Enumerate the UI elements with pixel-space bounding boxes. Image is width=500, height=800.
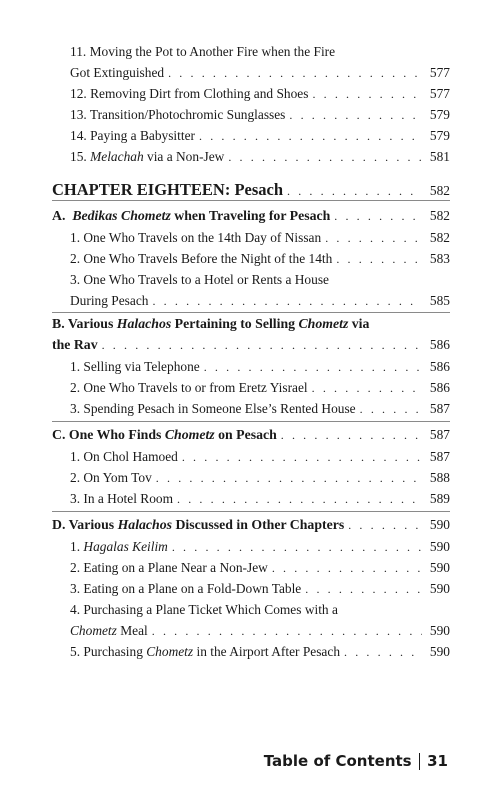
section-b-heading-line1: B. Various Halachos Pertaining to Selling Chometz via — [52, 316, 370, 331]
section-d-item-5[interactable]: 5. Purchasing Chometz in the Airport After Pesach . . . 590 — [70, 642, 450, 662]
dot-leader — [182, 447, 422, 467]
section-a-item-3-line1: 3. One Who Travels to a Hotel or Rents a House — [70, 272, 329, 287]
section-d-heading[interactable]: D. Various Halachos Discussed in Other Chapters . . . 590 — [52, 515, 450, 535]
page-number: 590 — [429, 581, 450, 596]
divider — [52, 312, 450, 313]
section-c-heading[interactable]: C. One Who Finds Chometz on Pesach . . . 587 — [52, 425, 450, 445]
page-number: 586 — [429, 337, 450, 352]
dot-leader — [348, 515, 422, 535]
page-number: 590 — [429, 644, 450, 659]
section-c-item-3[interactable]: 3. In a Hotel Room . . . 589 — [70, 489, 450, 509]
page-number: 587 — [429, 401, 450, 416]
dot-leader — [199, 126, 422, 146]
divider — [52, 200, 450, 201]
dot-leader — [272, 558, 422, 578]
dot-leader — [305, 579, 422, 599]
dot-leader — [344, 642, 422, 662]
page-number: 590 — [429, 623, 450, 638]
page-number: 590 — [429, 560, 450, 575]
section-b-item-3[interactable]: 3. Spending Pesach in Someone Else’s Rented House . . . 587 — [70, 399, 450, 419]
dot-leader — [102, 335, 422, 355]
toc-entry-13[interactable]: 13. Transition/Photochromic Sunglasses . . . 579 — [70, 105, 450, 125]
folio-page-number: 31 — [427, 752, 448, 770]
dot-leader — [336, 249, 422, 269]
divider — [52, 511, 450, 512]
page-number: 587 — [429, 427, 450, 442]
chapter-title: CHAPTER EIGHTEEN: Pesach — [52, 180, 284, 199]
toc-entry-12[interactable]: 12. Removing Dirt from Clothing and Shoes . . . 577 — [70, 84, 450, 104]
dot-leader — [289, 105, 422, 125]
section-d-item-1[interactable]: 1. Hagalas Keilim . . . 590 — [70, 537, 450, 557]
page-number: 590 — [429, 517, 450, 532]
dot-leader — [312, 84, 422, 104]
dot-leader — [312, 378, 422, 398]
page-number: 581 — [429, 149, 450, 164]
dot-leader — [204, 357, 422, 377]
toc-entry-11-line2: Got Extinguished — [70, 65, 165, 80]
section-d-item-3[interactable]: 3. Eating on a Plane on a Fold-Down Table . . . 590 — [70, 579, 450, 599]
page-number: 582 — [429, 208, 450, 223]
section-d-item-2[interactable]: 2. Eating on a Plane Near a Non-Jew . . . 590 — [70, 558, 450, 578]
section-c-item-1[interactable]: 1. On Chol Hamoed . . . 587 — [70, 447, 450, 467]
footer-separator — [419, 753, 421, 770]
dot-leader — [325, 228, 422, 248]
page-number: 577 — [429, 86, 450, 101]
page-number: 588 — [429, 470, 450, 485]
dot-leader — [156, 468, 422, 488]
toc-entry-14[interactable]: 14. Paying a Babysitter . . . 579 — [70, 126, 450, 146]
page-number: 579 — [429, 128, 450, 143]
section-d-item-4-line1: 4. Purchasing a Plane Ticket Which Comes with a — [70, 602, 338, 617]
page-number: 582 — [429, 183, 450, 198]
section-c-item-2[interactable]: 2. On Yom Tov . . . 588 — [70, 468, 450, 488]
divider — [52, 421, 450, 422]
page-number: 586 — [429, 380, 450, 395]
page-number: 577 — [429, 65, 450, 80]
section-b-item-2[interactable]: 2. One Who Travels to or from Eretz Yisrael . . . 586 — [70, 378, 450, 398]
dot-leader — [172, 537, 422, 557]
page-number: 589 — [429, 491, 450, 506]
dot-leader — [228, 147, 422, 167]
section-a-heading[interactable]: A. Bedikas Chometz when Traveling for Pesach . . . 582 — [52, 206, 450, 226]
dot-leader — [334, 206, 422, 226]
page-number: 587 — [429, 449, 450, 464]
dot-leader — [360, 399, 422, 419]
dot-leader — [177, 489, 422, 509]
dot-leader — [152, 621, 422, 641]
running-footer — [264, 752, 448, 770]
section-b-heading[interactable]: the Rav . . . 586 — [52, 335, 450, 355]
page-number: 582 — [429, 230, 450, 245]
footer-label: Table of Contents — [263, 752, 412, 770]
section-b-item-1[interactable]: 1. Selling via Telephone . . . 586 — [70, 357, 450, 377]
section-a-item-1[interactable]: 1. One Who Travels on the 14th Day of Nissan . . . 582 — [70, 228, 450, 248]
dot-leader — [281, 425, 422, 445]
section-a-item-3[interactable]: During Pesach . . . 585 — [70, 291, 450, 311]
page-number: 586 — [429, 359, 450, 374]
section-d-item-4[interactable]: Chometz Meal . . . 590 — [70, 621, 450, 641]
page-number: 585 — [429, 293, 450, 308]
toc-entry-15[interactable]: 15. Melachah via a Non-Jew . . . 581 — [70, 147, 450, 167]
toc-entry-11[interactable] — [70, 63, 450, 83]
section-a-item-2[interactable]: 2. One Who Travels Before the Night of the 14th . . . 583 — [70, 249, 450, 269]
dot-leader — [168, 63, 422, 83]
page-number: 579 — [429, 107, 450, 122]
page-number: 583 — [429, 251, 450, 266]
dot-leader — [152, 291, 422, 311]
page-number: 590 — [429, 539, 450, 554]
toc-entry-11-line1: 11. Moving the Pot to Another Fire when the Fire — [70, 44, 336, 59]
